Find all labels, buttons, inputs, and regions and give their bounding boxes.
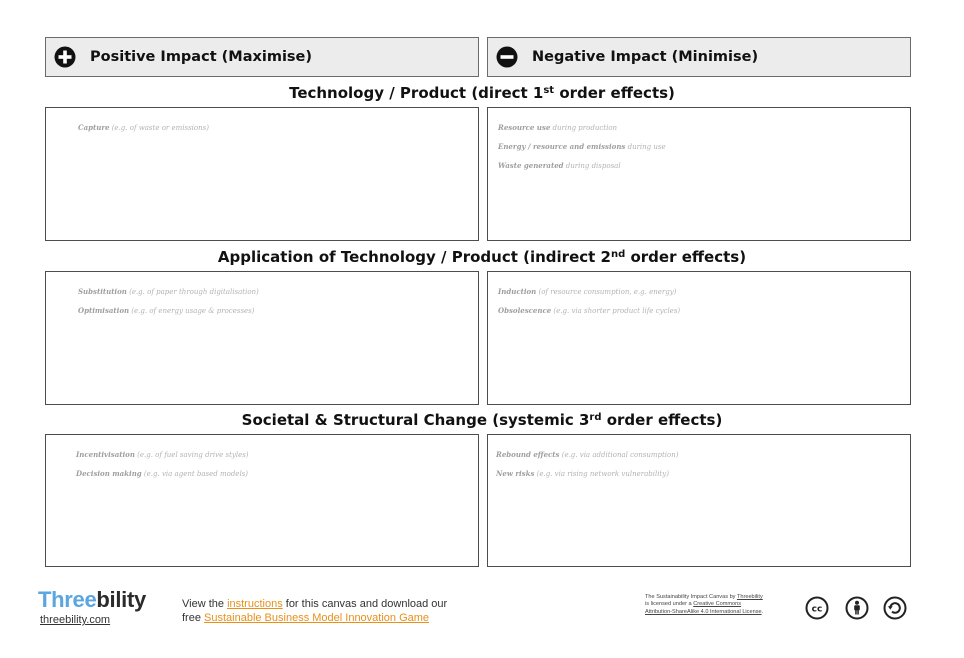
prompt-decision-making: Decision making (e.g. via agent based models) [76, 469, 249, 478]
positive-impact-title: Positive Impact (Maximise) [90, 49, 313, 65]
panel-societal-positive[interactable] [45, 434, 479, 567]
footer-instructions-text: View the instructions for this canvas and download our free Sustainable Business Model Innovation Game [182, 598, 448, 624]
prompt-induction: Induction (of resource consumption, e.g. energy) [498, 287, 677, 296]
section-title-societal: Societal & Structural Change (systemic 3rd order effects) [241, 411, 723, 429]
game-link[interactable]: Sustainable Business Model Innovation Game [204, 612, 430, 624]
panel-technology-negative[interactable] [487, 107, 911, 241]
prompt-rebound-effects: Rebound effects (e.g. via additional consumption) [496, 450, 679, 459]
prompt-substitution: Substitution (e.g. of paper through digitalisation) [78, 287, 259, 296]
sa-icon [883, 596, 907, 620]
negative-impact-header [487, 37, 911, 77]
prompt-list [498, 123, 666, 180]
panel-societal-negative[interactable] [487, 434, 911, 567]
minus-circle-icon [496, 46, 518, 68]
threebility-logo[interactable] [38, 588, 146, 626]
instructions-link[interactable]: instructions [227, 598, 283, 610]
prompt-resource-use: Resource use during production [498, 123, 618, 132]
prompt-list [76, 450, 249, 488]
section-title-technology: Technology / Product (direct 1st order effects) [289, 84, 675, 102]
cc-icon [805, 596, 829, 620]
prompt-obsolescence: Obsolescence (e.g. via shorter product life cycles) [498, 306, 681, 315]
panel-technology-positive[interactable] [45, 107, 479, 241]
prompt-new-risks: New risks (e.g. via rising network vulnerability) [496, 469, 669, 478]
section-title-application: Application of Technology / Product (indirect 2nd order effects) [217, 248, 747, 266]
prompt-energy-emissions: Energy / resource and emissions during use [498, 142, 666, 151]
negative-impact-title: Negative Impact (Minimise) [532, 49, 759, 65]
prompt-incentivisation: Incentivisation (e.g. of fuel saving drive styles) [76, 450, 249, 459]
positive-impact-header [45, 37, 479, 77]
prompt-capture: Capture (e.g. of waste or emissions) [78, 123, 209, 132]
logo-url-link[interactable]: threebility.com [40, 614, 111, 626]
panel-application-negative[interactable] [487, 271, 911, 405]
license-cc-link[interactable]: Creative Commons [693, 601, 742, 608]
prompt-list [78, 287, 259, 325]
prompt-optimisation: Optimisation (e.g. of energy usage & processes) [78, 306, 255, 315]
prompt-list [498, 287, 680, 325]
prompt-list [78, 123, 209, 142]
license-threebility-link[interactable]: Threebility [736, 594, 763, 600]
prompt-list [496, 450, 678, 488]
panel-application-positive[interactable] [45, 271, 479, 405]
logo-wordmark: Threebility [38, 587, 146, 612]
svg-text:cc: cc [811, 604, 823, 615]
plus-circle-icon [54, 46, 76, 68]
by-icon [845, 596, 869, 620]
prompt-waste-generated: Waste generated during disposal [498, 161, 621, 170]
license-name-link[interactable]: Attribution-ShareAlike 4.0 International License [645, 608, 762, 615]
license-notice: The Sustainability Impact Canvas by Threebility is licensed under a Creative Commons Attribution-ShareAlike 4.0 International License. [645, 594, 764, 615]
